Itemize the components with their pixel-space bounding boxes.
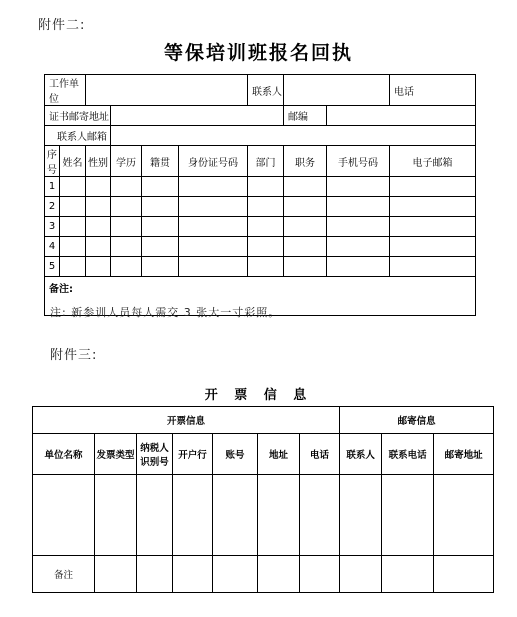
contact-email-label: 联系人邮箱: [45, 126, 111, 146]
row-number: 2: [45, 197, 60, 217]
table-cell[interactable]: [111, 217, 142, 237]
table-cell[interactable]: [33, 475, 95, 556]
table-cell[interactable]: [284, 177, 327, 197]
invoice-remarks-label: 备注: [33, 556, 95, 593]
table-cell[interactable]: [300, 556, 340, 593]
table-cell[interactable]: [327, 197, 390, 217]
table-cell[interactable]: [340, 556, 382, 593]
table-cell[interactable]: [434, 475, 494, 556]
col-header-mail-address: 邮寄地址: [434, 434, 494, 475]
col-header-education: 学历: [111, 146, 142, 177]
table-cell[interactable]: [60, 257, 86, 277]
phone-label: 电话: [394, 86, 414, 98]
col-header-seq: 序号: [45, 146, 60, 177]
table-row: [45, 237, 476, 257]
postcode-field[interactable]: [327, 106, 476, 126]
col-header-invoice-type: 发票类型: [95, 434, 137, 475]
table-cell[interactable]: [327, 257, 390, 277]
col-header-contact-phone: 联系电话: [382, 434, 434, 475]
table-cell[interactable]: [284, 257, 327, 277]
col-header-company-name: 单位名称: [33, 434, 95, 475]
table-cell[interactable]: [86, 177, 111, 197]
table-cell[interactable]: [213, 556, 258, 593]
table-cell[interactable]: [179, 237, 248, 257]
contact-person-label: 联系人: [248, 75, 284, 106]
table-cell[interactable]: [248, 217, 284, 237]
col-header-name: 姓名: [60, 146, 86, 177]
cert-address-label: 证书邮寄地址: [45, 106, 111, 126]
table-cell[interactable]: [258, 475, 300, 556]
table-cell[interactable]: [95, 556, 137, 593]
table-cell[interactable]: [300, 475, 340, 556]
table-cell[interactable]: [86, 237, 111, 257]
table-cell[interactable]: [248, 177, 284, 197]
table-cell[interactable]: [248, 257, 284, 277]
table-cell[interactable]: [86, 197, 111, 217]
table-cell[interactable]: [60, 217, 86, 237]
col-header-id-number: 身份证号码: [179, 146, 248, 177]
col-header-account: 账号: [213, 434, 258, 475]
table-row: [45, 257, 476, 277]
table-cell[interactable]: [390, 217, 476, 237]
table-cell[interactable]: [382, 556, 434, 593]
table-cell[interactable]: [390, 237, 476, 257]
row-number: 1: [45, 177, 60, 197]
table-cell[interactable]: [179, 217, 248, 237]
table-cell[interactable]: [213, 475, 258, 556]
mail-group-header: 邮寄信息: [340, 407, 494, 434]
table-cell[interactable]: [258, 556, 300, 593]
table-cell[interactable]: [248, 197, 284, 217]
col-header-contact: 联系人: [340, 434, 382, 475]
table-cell[interactable]: [284, 197, 327, 217]
attachment-3-label: 附件三:: [50, 348, 98, 363]
work-unit-label: 工作单位: [45, 75, 86, 106]
col-header-position: 职务: [284, 146, 327, 177]
table-cell[interactable]: [173, 475, 213, 556]
table-cell[interactable]: [95, 475, 137, 556]
attachment-2-label: 附件二:: [38, 18, 86, 33]
table-cell[interactable]: [111, 197, 142, 217]
table-cell[interactable]: [284, 217, 327, 237]
table-cell[interactable]: [137, 556, 173, 593]
table-cell[interactable]: [142, 257, 179, 277]
table-cell[interactable]: [327, 237, 390, 257]
table-cell[interactable]: [179, 257, 248, 277]
table-cell[interactable]: [86, 217, 111, 237]
remarks-label: 备注:: [49, 284, 73, 295]
col-header-bank: 开户行: [173, 434, 213, 475]
form-title: 等保培训班报名回执: [163, 42, 353, 64]
col-header-phone: 电话: [300, 434, 340, 475]
table-cell[interactable]: [390, 177, 476, 197]
table-cell[interactable]: [111, 257, 142, 277]
invoice-table: [32, 406, 494, 593]
table-cell[interactable]: [382, 475, 434, 556]
row-number: 4: [45, 237, 60, 257]
table-cell[interactable]: [327, 177, 390, 197]
table-row: [45, 177, 476, 197]
col-header-hometown: 籍贯: [142, 146, 179, 177]
table-cell[interactable]: [340, 475, 382, 556]
col-header-email: 电子邮箱: [390, 146, 476, 177]
table-cell[interactable]: [248, 237, 284, 257]
invoice-group-header: 开票信息: [33, 407, 340, 434]
table-cell[interactable]: [179, 177, 248, 197]
table-cell[interactable]: [60, 237, 86, 257]
registration-table: [44, 74, 476, 316]
table-cell[interactable]: [60, 197, 86, 217]
contact-person-field[interactable]: [284, 75, 390, 106]
col-header-taxpayer-id: 纳税人识别号: [137, 434, 173, 475]
col-header-mobile: 手机号码: [327, 146, 390, 177]
table-cell[interactable]: [142, 237, 179, 257]
table-cell[interactable]: [390, 257, 476, 277]
contact-email-field[interactable]: [111, 126, 476, 146]
table-row: [33, 475, 494, 556]
col-header-department: 部门: [248, 146, 284, 177]
table-cell[interactable]: [327, 217, 390, 237]
table-cell[interactable]: [137, 475, 173, 556]
table-cell[interactable]: [111, 237, 142, 257]
cert-address-field[interactable]: [111, 106, 284, 126]
photo-note: 注: 新参训人员每人需交 3 张大一寸彩照。: [50, 306, 281, 319]
table-cell[interactable]: [390, 197, 476, 217]
row-number: 5: [45, 257, 60, 277]
table-cell[interactable]: [86, 257, 111, 277]
table-cell[interactable]: [142, 197, 179, 217]
table-cell[interactable]: [111, 177, 142, 197]
table-row: [45, 197, 476, 217]
work-unit-field[interactable]: [86, 75, 248, 106]
row-number: 3: [45, 217, 60, 237]
table-cell[interactable]: [173, 556, 213, 593]
phone-cell[interactable]: [390, 75, 476, 106]
table-cell[interactable]: [60, 177, 86, 197]
col-header-gender: 性别: [86, 146, 111, 177]
table-cell[interactable]: [284, 237, 327, 257]
table-cell[interactable]: [434, 556, 494, 593]
table-row: [45, 217, 476, 237]
table-cell[interactable]: [179, 197, 248, 217]
postcode-label: 邮编: [284, 106, 327, 126]
table-cell[interactable]: [142, 217, 179, 237]
col-header-address: 地址: [258, 434, 300, 475]
invoice-title: 开 票 信 息: [204, 388, 313, 403]
table-cell[interactable]: [142, 177, 179, 197]
